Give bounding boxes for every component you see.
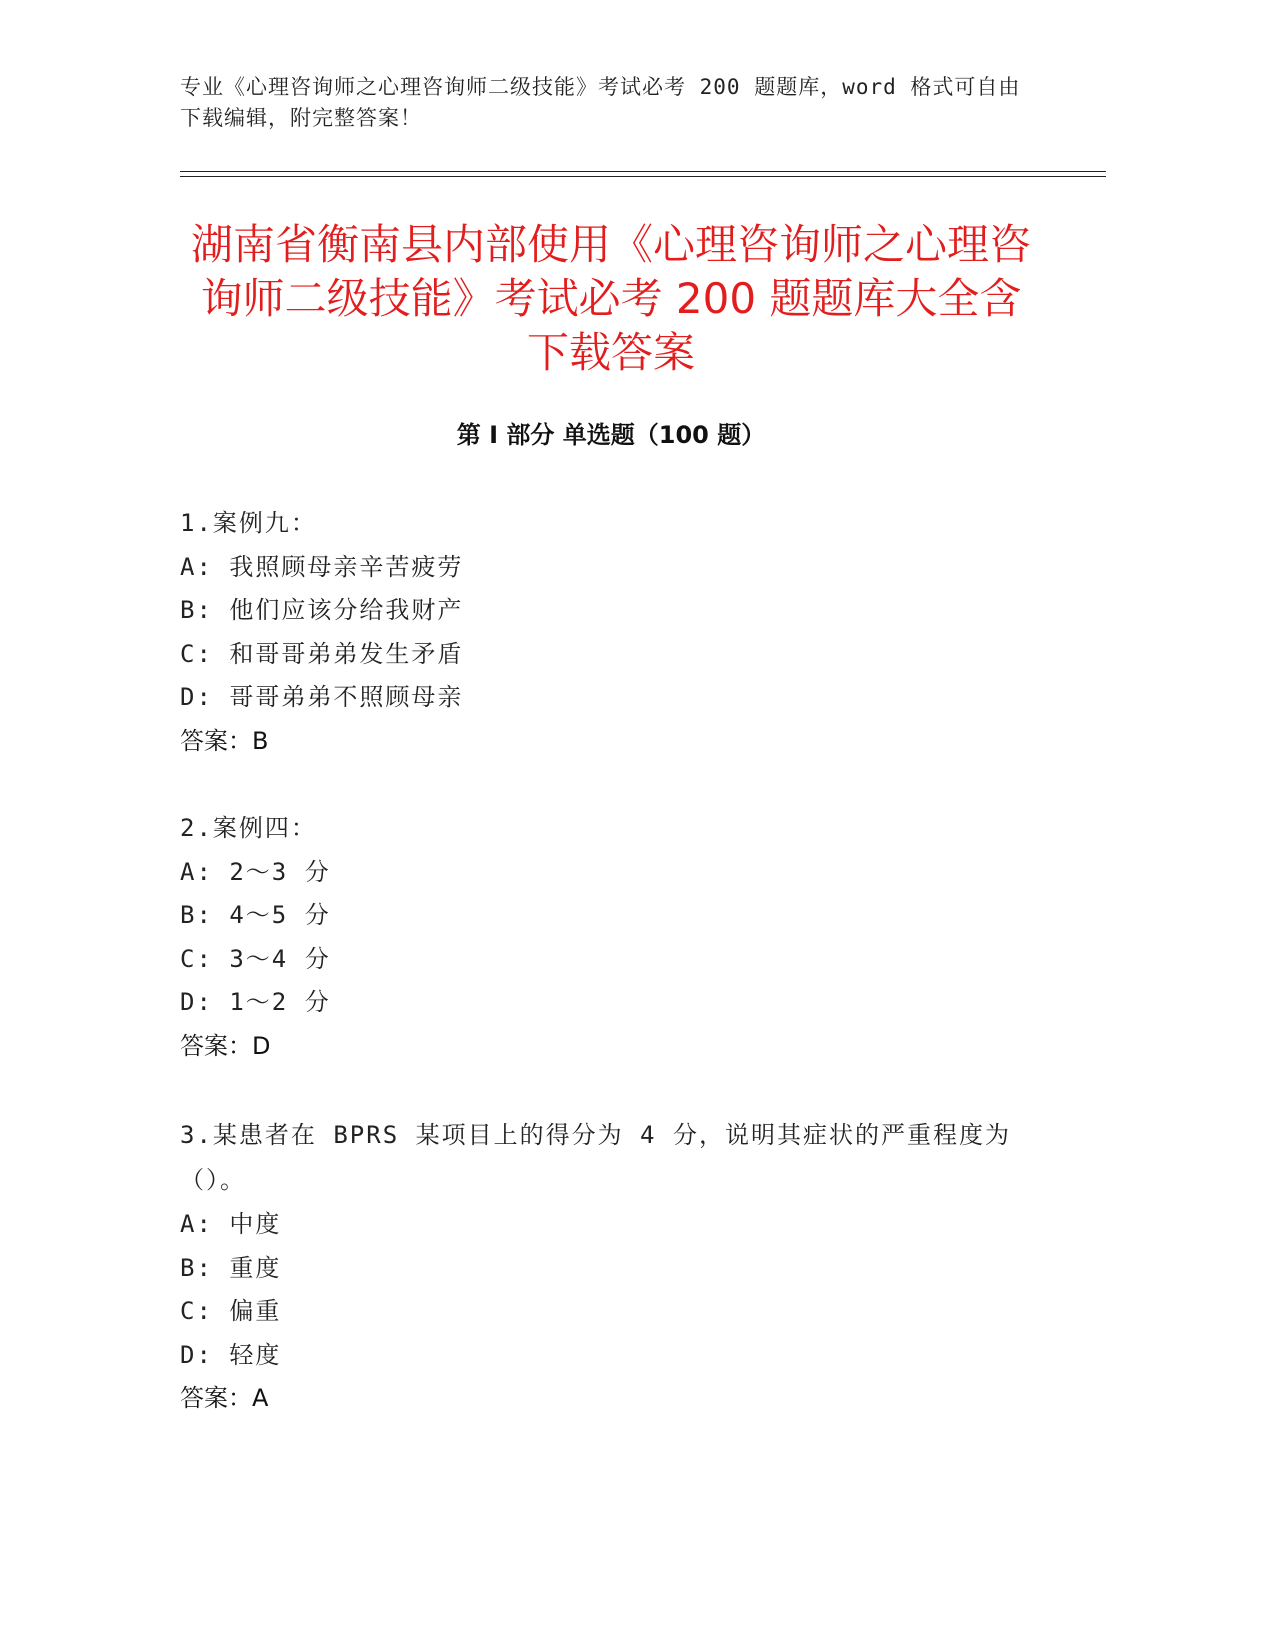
option-a: A: 2～3 分 — [180, 857, 331, 886]
option-c: C: 3～4 分 — [180, 944, 331, 973]
section-title: 第 I 部分 单选题（100 题） — [456, 421, 766, 449]
answer-label: 答案：A — [180, 1384, 269, 1412]
document-title: 湖南省衡南县内部使用《心理咨询师之心理咨询师二级技能》考试必考 200 题题库大全含下载答案 — [190, 220, 1031, 377]
option-a: A: 中度 — [180, 1210, 282, 1238]
option-d: D: 哥哥弟弟不照顾母亲 — [180, 683, 464, 711]
option-b: B: 重度 — [180, 1253, 282, 1282]
option-d: D: 轻度 — [180, 1340, 282, 1369]
question-stem: 3.某患者在 BPRS 某项目上的得分为 4 分，说明其症状的严重程度为（）。 — [180, 1121, 1011, 1194]
question-2 — [180, 807, 1040, 1068]
option-a: A: 我照顾母亲辛苦疲劳 — [180, 552, 464, 581]
header-divider-top — [180, 171, 1106, 172]
option-d: D: 1～2 分 — [180, 988, 331, 1016]
question-stem: 1.案例九： — [180, 509, 317, 537]
answer-label: 答案：D — [180, 1031, 271, 1060]
option-c: C: 偏重 — [180, 1297, 282, 1325]
answer-label: 答案：B — [180, 726, 269, 755]
header-note: 专业《心理咨询师之心理咨询师二级技能》考试必考 200 题题库，word 格式可自由下载编辑，附完整答案！ — [180, 75, 1021, 130]
question-1 — [180, 502, 1040, 763]
header-divider-bottom — [180, 176, 1106, 177]
question-stem: 2.案例四： — [180, 814, 317, 842]
question-3 — [180, 1113, 1040, 1421]
option-b: B: 他们应该分给我财产 — [180, 596, 464, 624]
option-b: B: 4～5 分 — [180, 901, 331, 929]
option-c: C: 和哥哥弟弟发生矛盾 — [180, 639, 464, 668]
